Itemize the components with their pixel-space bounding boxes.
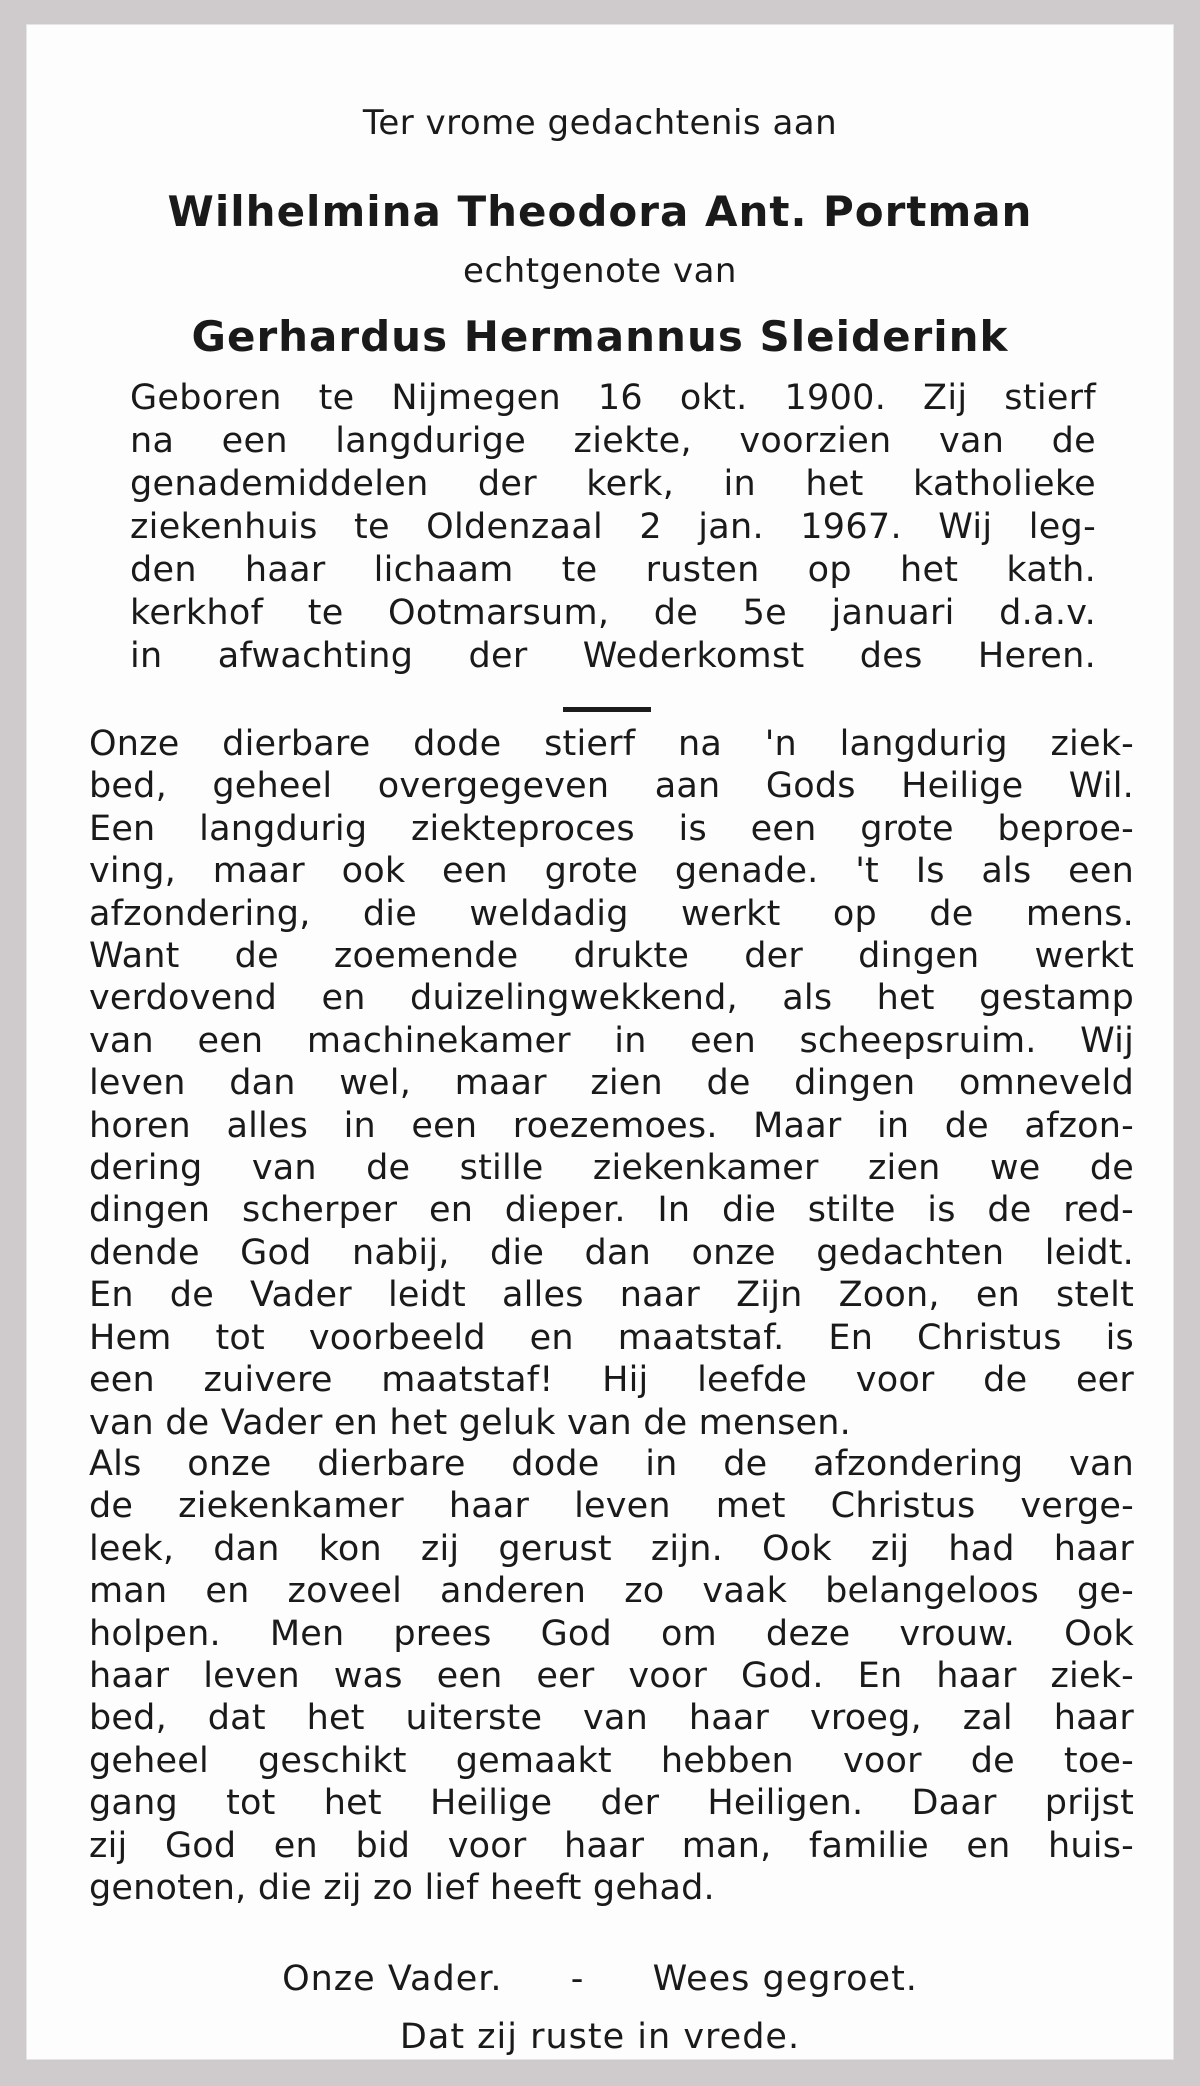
closing-line: Dat zij ruste in vrede. [399,2017,801,2057]
text-line: Onze dierbare dode stierf na 'n langdurig ziek- [89,724,1134,764]
prayer-line [27,1959,1173,1999]
text-line: horen alles in een roezemoes. Maar in de afzon- [89,1105,1134,1146]
reflection-paragraph-1 [89,723,1134,1444]
text-line: leven dan wel, maar zien de dingen omneveld [89,1063,1134,1104]
text-line: leek, dan kon zij gerust zijn. Ook zij had haar [89,1528,1134,1569]
spouse-name: Gerhardus Hermannus Sleiderink [191,312,1009,361]
text-line: zij God en bid voor haar man, familie en huis- [89,1825,1134,1866]
text-line: in afwachting der Wederkomst des Heren. [130,636,1096,676]
prayer-separator: - [570,1959,585,1999]
text-line: bed, dat het uiterste van haar vroeg, zal haar [89,1698,1134,1739]
text-line: bed, geheel overgegeven aan Gods Heilige Wil. [89,766,1134,807]
text-line: dingen scherper en dieper. In die stilte is de red- [89,1190,1134,1231]
text-line: gang tot het Heilige der Heiligen. Daar prijst [89,1783,1134,1824]
text-line: ving, maar ook een grote genade. 't Is als een [89,851,1134,892]
text-line: van de Vader en het geluk van de mensen. [89,1402,851,1443]
text-line: Want de zoemende drukte der dingen werkt [89,936,1134,977]
text-line: den haar lichaam te rusten op het kath. [130,550,1096,590]
text-line: kerkhof te Ootmarsum, de 5e januari d.a.v. [130,593,1096,633]
spouse-intro: echtgenote van [463,251,737,291]
text-line: haar leven was een eer voor God. En haar ziek- [89,1656,1134,1697]
text-line: na een langdurige ziekte, voorzien van de [130,421,1096,461]
text-line: En de Vader leidt alles naar Zijn Zoon, en stelt [89,1275,1134,1316]
text-line: genoten, die zij zo lief heeft gehad. [89,1868,715,1909]
reflection-paragraph-2 [89,1443,1134,1909]
deceased-name: Wilhelmina Theodora Ant. Portman [167,187,1033,236]
text-line: dering van de stille ziekenkamer zien we de [89,1148,1134,1189]
text-line: van een machinekamer in een scheepsruim. Wij [89,1020,1134,1061]
text-line: verdovend en duizelingwekkend, als het gestamp [89,978,1134,1019]
text-line: Een langdurig ziekteproces is een grote beproe- [89,808,1134,849]
text-line: genademiddelen der kerk, in het katholieke [130,464,1096,504]
text-line: Geboren te Nijmegen 16 okt. 1900. Zij stierf [130,378,1096,418]
text-line: een zuivere maatstaf! Hij leefde voor de eer [89,1360,1134,1401]
text-line: holpen. Men prees God om deze vrouw. Ook [89,1613,1134,1654]
prayer-our-father: Onze Vader. [282,1959,503,1999]
text-line: Hem tot voorbeeld en maatstaf. En Christus is [89,1317,1134,1358]
intro-line: Ter vrome gedachtenis aan [362,103,838,143]
memorial-card [26,24,1174,2060]
text-line: afzondering, die weldadig werkt op de mens. [89,893,1134,934]
divider-rule [563,707,651,712]
text-line: de ziekenkamer haar leven met Christus verge- [89,1486,1134,1527]
text-line: Als onze dierbare dode in de afzondering van [89,1444,1134,1484]
prayer-hail-mary: Wees gegroet. [652,1959,918,1999]
text-line: dende God nabij, die dan onze gedachten leidt. [89,1232,1134,1273]
text-line: ziekenhuis te Oldenzaal 2 jan. 1967. Wij leg- [130,507,1096,547]
biography-paragraph [130,377,1096,678]
text-line: geheel geschikt gemaakt hebben voor de toe- [89,1740,1134,1781]
text-line: man en zoveel anderen zo vaak belangeloos ge- [89,1571,1134,1612]
